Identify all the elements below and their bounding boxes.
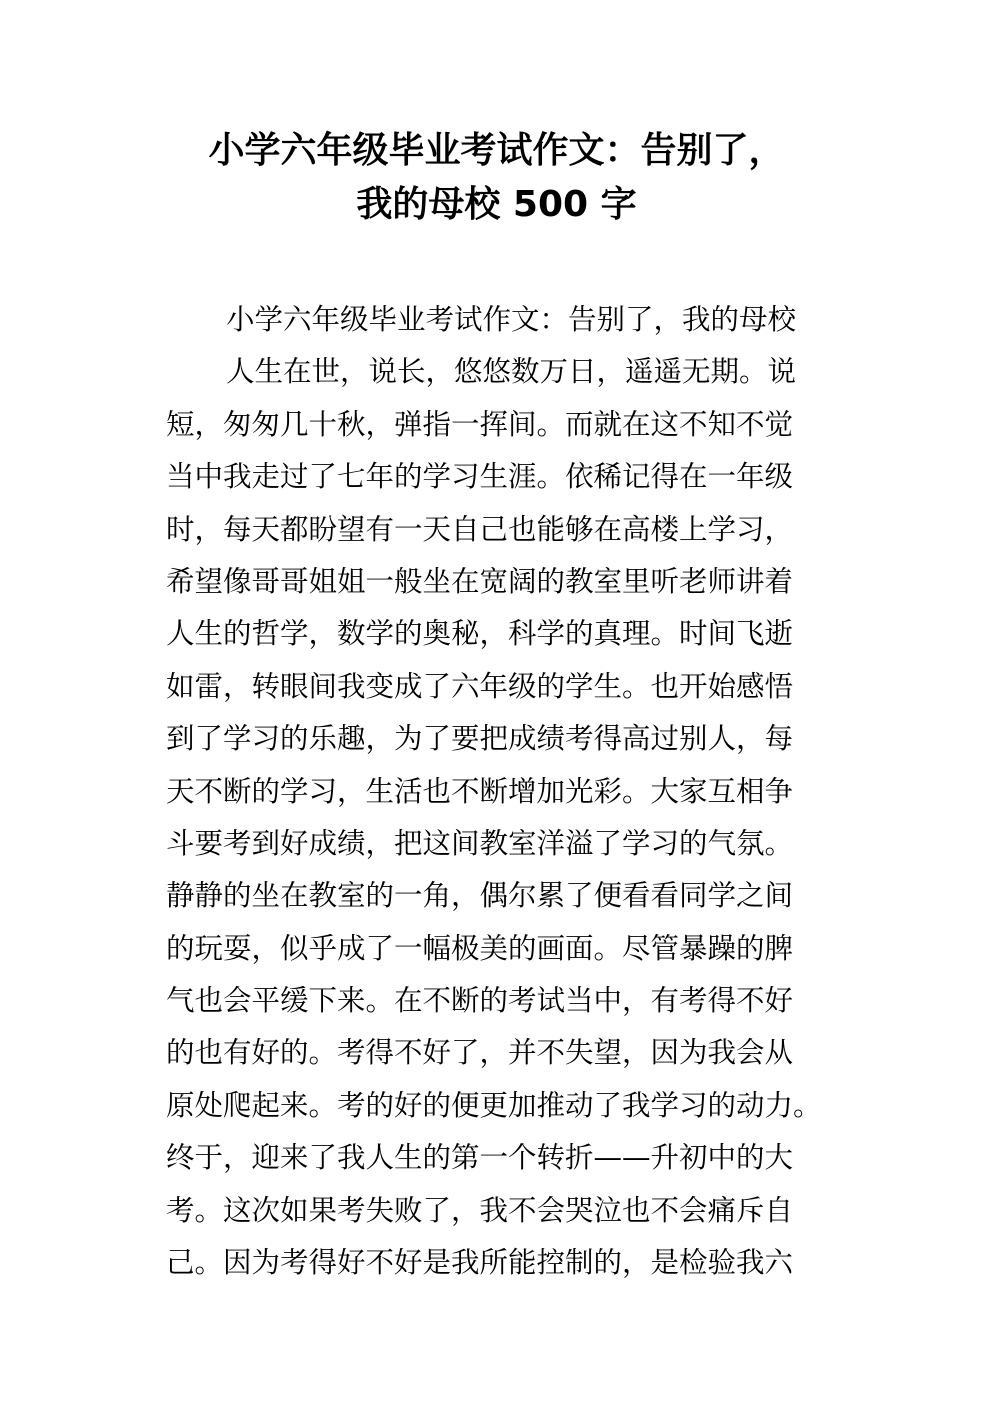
paragraph-line: 斗要考到好成绩，把这间教室洋溢了学习的气氛。 — [166, 826, 794, 860]
paragraph-line: 终于，迎来了我人生的第一个转折——升初中的大 — [166, 1141, 794, 1175]
paragraph-line: 当中我走过了七年的学习生涯。依稀记得在一年级 — [166, 460, 794, 494]
paragraph-line: 如雷，转眼间我变成了六年级的学生。也开始感悟 — [166, 669, 794, 703]
document-body — [166, 294, 836, 1289]
paragraph-line: 考。这次如果考失败了，我不会哭泣也不会痛斥自 — [166, 1193, 794, 1227]
paragraph-line: 的也有好的。考得不好了，并不失望，因为我会从 — [166, 1036, 794, 1070]
body-subtitle: 小学六年级毕业考试作文：告别了，我的母校 — [226, 303, 797, 336]
paragraph-line: 时，每天都盼望有一天自己也能够在高楼上学习， — [166, 512, 794, 546]
paragraph-line: 希望像哥哥姐姐一般坐在宽阔的教室里听老师讲着 — [166, 564, 794, 598]
paragraph-line: 到了学习的乐趣，为了要把成绩考得高过别人，每 — [166, 722, 794, 756]
paragraph-line: 己。因为考得好不好是我所能控制的，是检验我六 — [166, 1246, 794, 1280]
paragraph-line: 人生在世，说长，悠悠数万日，遥遥无期。说 — [226, 355, 797, 389]
title-line-1: 小学六年级毕业考试作文：告别了， — [208, 130, 785, 171]
paragraph-line: 人生的哲学，数学的奥秘，科学的真理。时间飞逝 — [166, 617, 794, 651]
paragraph-line: 的玩耍，似乎成了一幅极美的画面。尽管暴躁的脾 — [166, 931, 794, 965]
paragraph-line: 原处爬起来。考的好的便更加推动了我学习的动力。 — [166, 1088, 822, 1122]
paragraph-line: 短，匆匆几十秋，弹指一挥间。而就在这不知不觉 — [166, 407, 794, 441]
document-title — [0, 124, 993, 232]
title-line-2: 我的母校 500 字 — [356, 184, 637, 225]
paragraph-line: 静静的坐在教室的一角，偶尔累了便看看同学之间 — [166, 879, 794, 913]
paragraph-line: 天不断的学习，生活也不断增加光彩。大家互相争 — [166, 774, 794, 808]
paragraph-line: 气也会平缓下来。在不断的考试当中，有考得不好 — [166, 984, 794, 1018]
